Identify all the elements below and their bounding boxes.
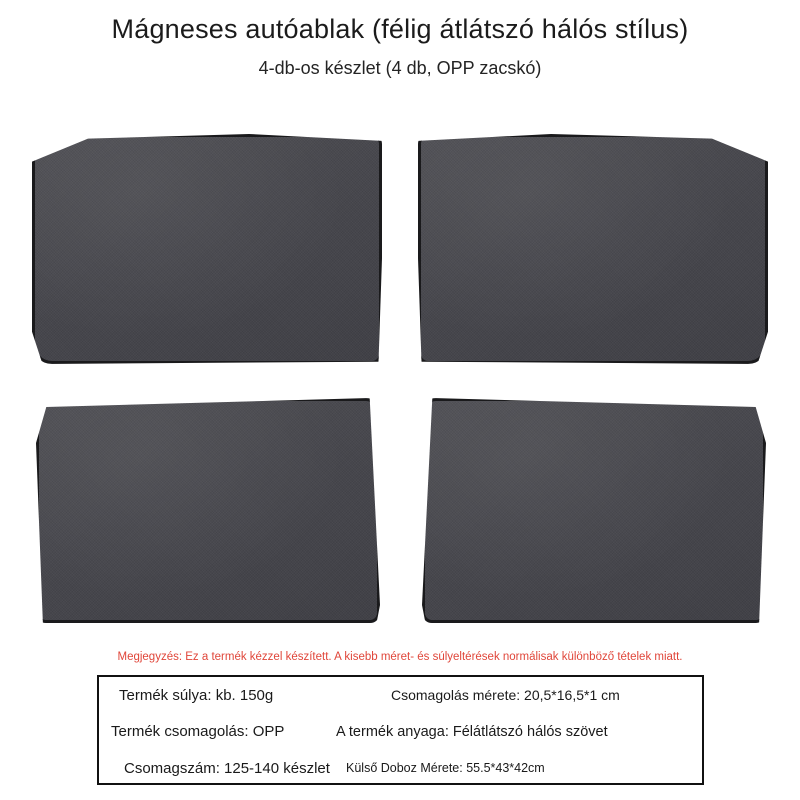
spec-package-size: Csomagolás mérete: 20,5*16,5*1 cm <box>391 687 620 704</box>
spec-row <box>99 750 702 787</box>
page-subtitle: 4-db-os készlet (4 db, OPP zacskó) <box>258 58 542 78</box>
handmade-note: Megjegyzés: Ez a termék kézzel készített. A kisebb méret- és súlyeltérések normálisak különböző tételek miatt. <box>117 651 683 663</box>
spec-package-count: Csomagszám: 125-140 készlet <box>124 759 330 777</box>
front-left-window-shade <box>32 134 382 364</box>
spec-outer-box-size: Külső Doboz Mérete: 55.5*43*42cm <box>346 761 545 776</box>
rear-right-window-shade <box>422 398 766 623</box>
spec-table <box>97 675 704 785</box>
spec-row <box>99 677 702 714</box>
rear-left-window-shade <box>36 398 380 623</box>
spec-material: A termék anyaga: Félátlátszó hálós szövet <box>336 723 608 740</box>
spec-packaging: Termék csomagolás: OPP <box>111 723 285 741</box>
product-shades-group <box>0 128 800 633</box>
front-right-window-shade <box>418 134 768 364</box>
header <box>0 0 800 80</box>
spec-weight: Termék súlya: kb. 150g <box>119 686 274 704</box>
spec-row <box>99 714 702 751</box>
page-title: Mágneses autóablak (félig átlátszó hálós stílus) <box>111 14 689 44</box>
